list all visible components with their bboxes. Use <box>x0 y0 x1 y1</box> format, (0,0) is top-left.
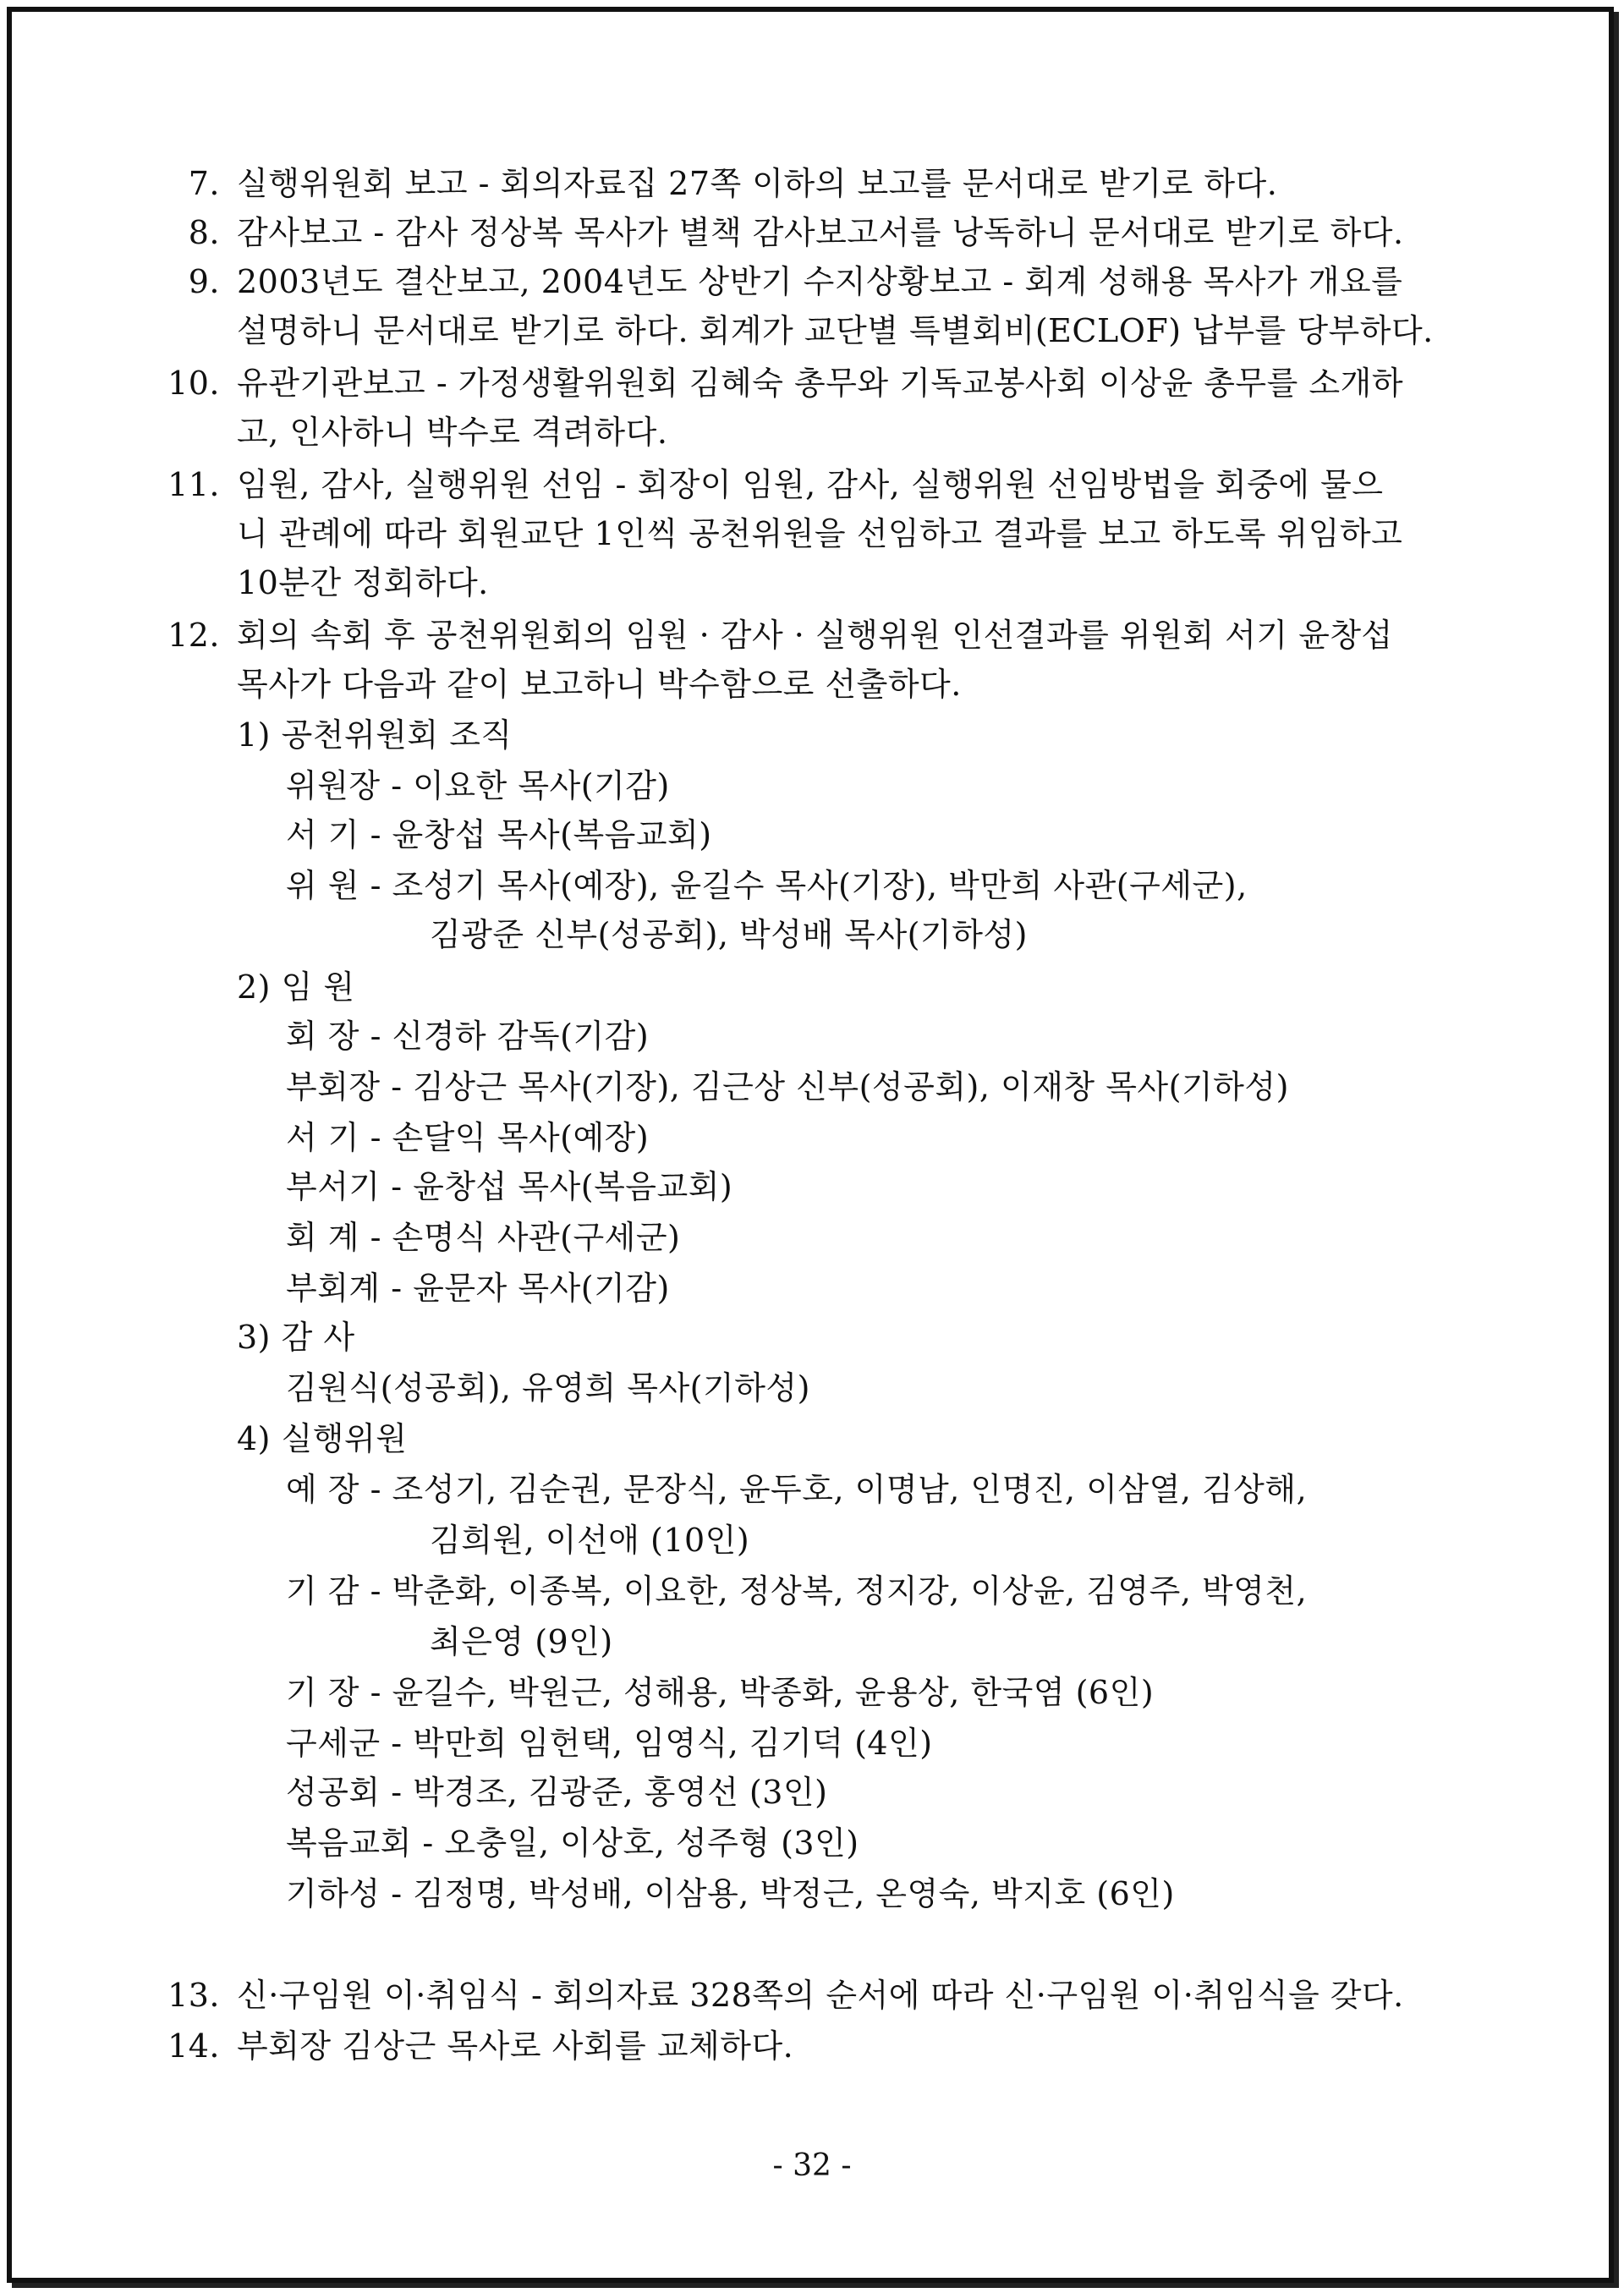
auditor-row: 김원식(성공회), 유영희 목사(기하성) <box>286 1369 810 1407</box>
page-number: - 32 - <box>772 2148 852 2183</box>
officer-row: 부회계 - 윤문자 목사(기감) <box>286 1270 670 1307</box>
committee-row-continued: 김광준 신부(성공회), 박성배 목사(기하성) <box>430 916 1028 953</box>
section-3-title: 3) 감 사 <box>237 1319 355 1356</box>
item-number: 9. <box>188 263 220 300</box>
executive-row: 성공회 - 박경조, 김광준, 홍영선 (3인) <box>286 1774 828 1811</box>
committee-row: 위 원 - 조성기 목사(예장), 윤길수 목사(기장), 박만희 사관(구세군), <box>286 867 1248 904</box>
item-number: 11. <box>167 466 220 503</box>
executive-row-continued: 김희원, 이선애 (10인) <box>430 1522 750 1559</box>
item-number: 7. <box>188 165 220 202</box>
officer-row: 회 장 - 신경하 감독(기감) <box>286 1018 650 1055</box>
item-11-line-1: 임원, 감사, 실행위원 선임 - 회장이 임원, 감사, 실행위원 선임방법을 회중에 물으 <box>237 466 1384 503</box>
section-2-title: 2) 임 원 <box>237 968 355 1006</box>
item-number: 12. <box>167 617 220 654</box>
item-number: 8. <box>188 214 220 251</box>
committee-row: 서 기 - 윤창섭 목사(복음교회) <box>286 816 712 853</box>
executive-row: 기 감 - 박춘화, 이종복, 이요한, 정상복, 정지강, 이상윤, 김영주, 박영천, <box>286 1572 1308 1610</box>
item-number: 14. <box>167 2027 220 2065</box>
item-10-line-2: 고, 인사하니 박수로 격려하다. <box>237 414 668 451</box>
item-7-text: 실행위원회 보고 - 회의자료집 27쪽 이하의 보고를 문서대로 받기로 하다. <box>237 165 1278 202</box>
officer-row: 회 계 - 손명식 사관(구세군) <box>286 1219 681 1256</box>
item-14-text: 부회장 김상근 목사로 사회를 교체하다. <box>237 2027 794 2065</box>
item-12-line-1: 회의 속회 후 공천위원회의 임원 · 감사 · 실행위원 인선결과를 위원회 서기 윤창섭 <box>237 617 1393 654</box>
section-4-title: 4) 실행위원 <box>237 1420 408 1457</box>
item-11-line-3: 10분간 정회하다. <box>237 564 489 601</box>
executive-row: 예 장 - 조성기, 김순권, 문장식, 윤두호, 이명남, 인명진, 이삼열, 김상해, <box>286 1471 1308 1508</box>
committee-row: 위원장 - 이요한 목사(기감) <box>286 767 670 804</box>
item-13-text: 신·구임원 이·취임식 - 회의자료 328쪽의 순서에 따라 신·구임원 이·취임식을 갖다. <box>237 1977 1404 2014</box>
item-number: 10. <box>167 365 220 402</box>
officer-row: 서 기 - 손달익 목사(예장) <box>286 1119 650 1156</box>
executive-row-continued: 최은영 (9인) <box>430 1623 613 1660</box>
officer-row: 부회장 - 김상근 목사(기장), 김근상 신부(성공회), 이재창 목사(기하성) <box>286 1068 1289 1105</box>
item-number: 13. <box>167 1977 220 2014</box>
item-8-text: 감사보고 - 감사 정상복 목사가 별책 감사보고서를 낭독하니 문서대로 받기로 하다. <box>237 214 1404 251</box>
item-12-line-2: 목사가 다음과 같이 보고하니 박수함으로 선출하다. <box>237 666 962 703</box>
item-9-line-2: 설명하니 문서대로 받기로 하다. 회계가 교단별 특별회비(ECLOF) 납부를 당부하다. <box>237 312 1434 349</box>
executive-row: 구세군 - 박만희 임헌택, 임영식, 김기덕 (4인) <box>286 1725 933 1762</box>
section-1-title: 1) 공천위원회 조직 <box>237 716 513 754</box>
item-11-line-2: 니 관례에 따라 회원교단 1인씩 공천위원을 선임하고 결과를 보고 하도록 위임하고 <box>237 515 1403 552</box>
officer-row: 부서기 - 윤창섭 목사(복음교회) <box>286 1168 733 1205</box>
item-10-line-1: 유관기관보고 - 가정생활위원회 김혜숙 총무와 기독교봉사회 이상윤 총무를 소개하 <box>237 365 1404 402</box>
executive-row: 기하성 - 김정명, 박성배, 이삼용, 박정근, 온영숙, 박지호 (6인) <box>286 1875 1175 1912</box>
executive-row: 복음교회 - 오충일, 이상호, 성주형 (3인) <box>286 1824 859 1862</box>
item-9-line-1: 2003년도 결산보고, 2004년도 상반기 수지상황보고 - 회계 성해용 목사가 개요를 <box>237 263 1403 300</box>
executive-row: 기 장 - 윤길수, 박원근, 성해용, 박종화, 윤용상, 한국염 (6인) <box>286 1674 1155 1711</box>
